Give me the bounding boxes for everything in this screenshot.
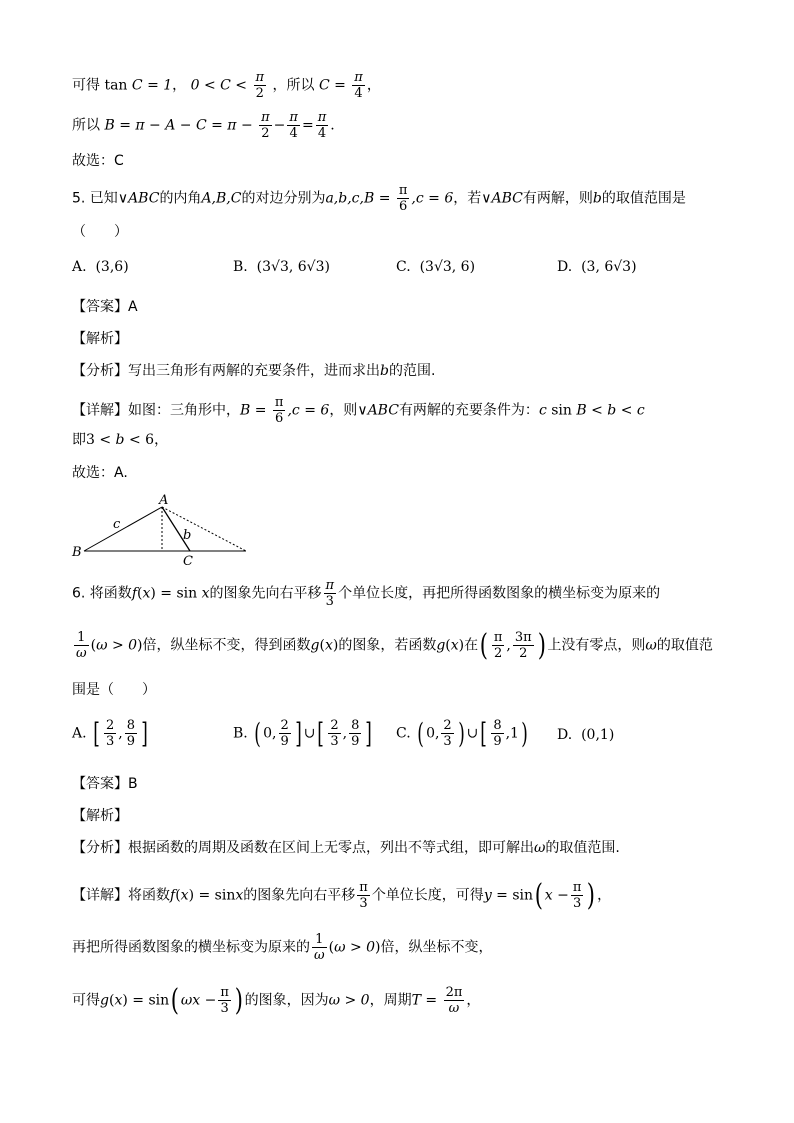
q5-jiexi: 【解析】 [72, 331, 128, 347]
line-tanC: 可得 tan C = 1， 0 < C < $\frac{\pi}{2}$ ，所以 C = $\frac{\pi}{4}$ ， [72, 70, 381, 101]
math-b: b [592, 190, 602, 207]
math-eq: = [301, 117, 314, 134]
q6-detail-2 [72, 932, 493, 963]
math-B: B = [240, 402, 271, 419]
text: 的取值范 [656, 637, 713, 654]
bracket: ( [254, 716, 261, 750]
frac-8-9: $\frac{8}{9}$ [493, 718, 502, 749]
math-y: y = sin [483, 887, 534, 904]
q6-stem-1 [72, 578, 660, 609]
math-omega-pos: (ω > 0) [90, 637, 143, 654]
q5-paren: （ ） [72, 224, 128, 240]
q6-option-D: D. (0,1) [557, 727, 615, 743]
math-T: T = [411, 992, 442, 1009]
q6-option-B: B. ( 0, $\frac{2}{9}$ ] ∪[ $\frac{2}{3}$ , $\frac{8}{9}$ ] [233, 716, 373, 750]
frac-pi-3: $\frac{\pi}{3}$ [325, 578, 335, 609]
frac-pi-6: $\frac{\pi}{6}$ [274, 395, 284, 426]
q5-range [72, 430, 168, 450]
math-omega-pos: (ω > 0) [328, 939, 381, 956]
label-c: c [113, 517, 121, 532]
text: 倍，纵坐标不变，得到函数 [142, 637, 311, 654]
frac-2-3: $\frac{2}{3}$ [105, 718, 115, 749]
frac-pi-2: $\frac{\pi}{2}$ [255, 70, 265, 101]
q5-analysis [72, 361, 435, 381]
q6-detail-1 [72, 877, 612, 913]
q5-option-C: C. (3√3, 6) [396, 259, 476, 275]
q6-answer: 【答案】B [72, 776, 138, 792]
paren-left: ( [479, 627, 489, 663]
frac-2-3: $\frac{2}{3}$ [443, 718, 452, 749]
text: 【分析】写出三角形有两解的充要条件，进而求出 [72, 363, 380, 379]
frac-8-9: $\frac{8}{9}$ [126, 718, 135, 749]
text: 有两解，则 [522, 190, 593, 207]
text: ， [597, 887, 612, 904]
frac-pi-4: $\frac{\pi}{4}$ [317, 110, 327, 141]
bracket: ] [294, 716, 302, 750]
math-omega: ω [534, 840, 546, 856]
text: ，周期 [369, 992, 412, 1009]
frac-pi-2: $\frac{\pi}{2}$ [261, 110, 270, 141]
bracket: [ [317, 716, 325, 750]
text: 的图象先向右平移 [209, 585, 322, 602]
text: 【详解】将函数 [72, 887, 170, 904]
label: C. [396, 259, 411, 275]
math-b: b [380, 363, 389, 379]
text: 的范围. [388, 363, 436, 379]
q6-stem-3: 围是（ ） [72, 682, 156, 698]
math-cond: c sin B < b < c [538, 402, 645, 419]
frac-pi-4: $\frac{\pi}{4}$ [354, 70, 363, 101]
line-select-C: 故选：C [72, 153, 124, 169]
frac-3pi-2: $\frac{3\pi}{2}$ [514, 630, 532, 661]
bracket: ( [417, 716, 424, 750]
text: 的取值范围是 [601, 190, 686, 207]
frac-2-3: $\frac{2}{3}$ [330, 718, 339, 749]
frac-8-9: $\frac{8}{9}$ [351, 718, 360, 749]
math-abc: a,b,c,B = [325, 190, 395, 207]
bracket: [ [93, 716, 100, 750]
text: 可得 [72, 992, 100, 1009]
line-B: 所以 B = π − A − C = π − $\frac{\pi}{2}$ − $\frac{\pi}{4}$ = $\frac{\pi}{4}$ . [72, 110, 335, 141]
text: ，所以 [272, 77, 315, 94]
text: 【详解】如图：三角形中， [72, 402, 240, 419]
label-A: A [159, 493, 169, 508]
bracket: ] [141, 716, 148, 750]
triangle-figure [66, 490, 256, 570]
bracket: ) [457, 716, 465, 750]
side-b-dashed [162, 507, 246, 551]
label: D. [557, 259, 573, 275]
label: B. [233, 259, 248, 275]
text: 的对边分别为 [241, 190, 326, 207]
paren-right: ) [234, 982, 243, 1018]
bracket: [ [480, 716, 488, 750]
side-c [84, 507, 162, 551]
math-triangle: ∨ABC [357, 402, 399, 419]
q6-analysis [72, 838, 620, 858]
label: D. [557, 727, 573, 743]
paren-right: ) [587, 877, 596, 913]
math-range: 3 < b < 6 [86, 432, 155, 448]
text: 所以 [72, 117, 100, 134]
math-c6: ,c = 6 [411, 190, 454, 207]
q5-stem [72, 183, 686, 214]
math-omega-x: ωx − [180, 992, 217, 1009]
math-omega-pos: ω > 0 [328, 992, 370, 1009]
frac-pi-3: $\frac{\pi}{3}$ [572, 880, 582, 911]
math-ABC: A,B,C [201, 190, 242, 207]
math-f: f(x) = sin x [131, 585, 210, 602]
paren-left: ( [170, 982, 180, 1018]
text: 个单位长度，再把所得函数图象的横坐标变为原来的 [338, 585, 661, 602]
paren-left: ( [534, 877, 544, 913]
text: 的图象先向右平移 [243, 887, 356, 904]
q6-jiexi: 【解析】 [72, 808, 128, 824]
math-c6: ,c = 6 [287, 402, 330, 419]
text: 在 [464, 637, 479, 654]
frac-2pi-omega: $\frac{2\pi}{\omega}$ [445, 985, 463, 1016]
text: 个单位长度，可得 [371, 887, 484, 904]
text: 可得 [72, 77, 100, 94]
text: ，则 [329, 402, 358, 419]
frac-1-omega: $\frac{1}{\omega}$ [76, 630, 87, 661]
label: B. [233, 725, 248, 742]
q6-option-C: C. ( 0, $\frac{2}{3}$ ) ∪[ $\frac{8}{9}$ ,1) [396, 716, 528, 750]
frac-2-9: $\frac{2}{9}$ [280, 718, 289, 749]
math-tanC: tan C = 1 [104, 77, 173, 94]
math-x-minus: x − [544, 887, 569, 904]
label: A. [72, 725, 87, 742]
q6-detail-3 [72, 982, 481, 1018]
q5-option-B: B. (3√3, 6√3) [233, 259, 330, 275]
text: 的图象，因为 [244, 992, 329, 1009]
bracket: ) [521, 716, 528, 750]
frac-pi-4: $\frac{\pi}{4}$ [289, 110, 298, 141]
math-C-range: 0 < C < [190, 77, 252, 94]
label: A. [72, 259, 87, 275]
math-g-eq: g(x) = sin [100, 992, 170, 1009]
text: 倍，纵坐标不变， [380, 939, 493, 956]
math-g: g(x) [436, 637, 465, 654]
text: 的取值范围. [545, 840, 620, 856]
label: C. [396, 725, 411, 742]
text: ，若 [453, 190, 482, 207]
frac-pi-3: $\frac{\pi}{3}$ [220, 985, 229, 1016]
text: 5. 已知 [72, 190, 118, 207]
text: ， [466, 992, 481, 1009]
text: 的内角 [159, 190, 202, 207]
label-b: b [183, 528, 192, 543]
math-triangle: ∨ABC [481, 190, 523, 207]
text: 6. 将函数 [72, 585, 132, 602]
q5-option-A: A. (3,6) [72, 259, 129, 275]
q5-answer: 【答案】A [72, 299, 138, 315]
text: 的图象，若函数 [338, 637, 437, 654]
text: 即 [72, 432, 86, 448]
frac-pi-3: $\frac{\pi}{3}$ [359, 880, 368, 911]
text: 有两解的充要条件为： [398, 402, 539, 419]
text: ， [366, 77, 381, 94]
math-B: B = π − A − C = π − [104, 117, 258, 134]
bracket: ] [365, 716, 373, 750]
frac-pi-2: $\frac{\pi}{2}$ [493, 630, 503, 661]
q5-option-D: D. (3, 6√3) [557, 259, 637, 275]
q6-stem-2: $\frac{1}{\omega}$ (ω > 0)倍，纵坐标不变，得到函数g(x)的图象，若函数g(x)在( $\frac{\pi}{2}$ , $\frac{3\pi}{2}$ ) 上没有零点，则ω的取值范 [76, 627, 713, 663]
math-minus: − [273, 117, 286, 134]
q6-option-A: A. [ $\frac{2}{3}$ , $\frac{8}{9}$ ] [72, 716, 148, 750]
text: 上没有零点，则 [547, 637, 646, 654]
label-B: B [72, 545, 82, 560]
label-C: C [183, 554, 193, 569]
q5-select: 故选：A. [72, 465, 128, 481]
math-C-eq: C = [318, 77, 351, 94]
math-g: g(x) [310, 637, 339, 654]
text: 再把所得函数图象的横坐标变为原来的 [72, 939, 310, 956]
math-triangle: ∨ABC [117, 190, 160, 207]
text: 【分析】根据函数的周期及函数在区间上无零点，列出不等式组，即可解出 [72, 840, 534, 856]
math-omega: ω [645, 637, 657, 654]
math-f: f(x) = sinx [170, 887, 244, 904]
q5-detail [72, 395, 645, 426]
frac-1-omega: $\frac{1}{\omega}$ [314, 932, 325, 963]
paren-right: ) [537, 627, 546, 663]
text: ， [154, 432, 169, 448]
frac-pi-6: $\frac{\pi}{6}$ [398, 183, 408, 214]
